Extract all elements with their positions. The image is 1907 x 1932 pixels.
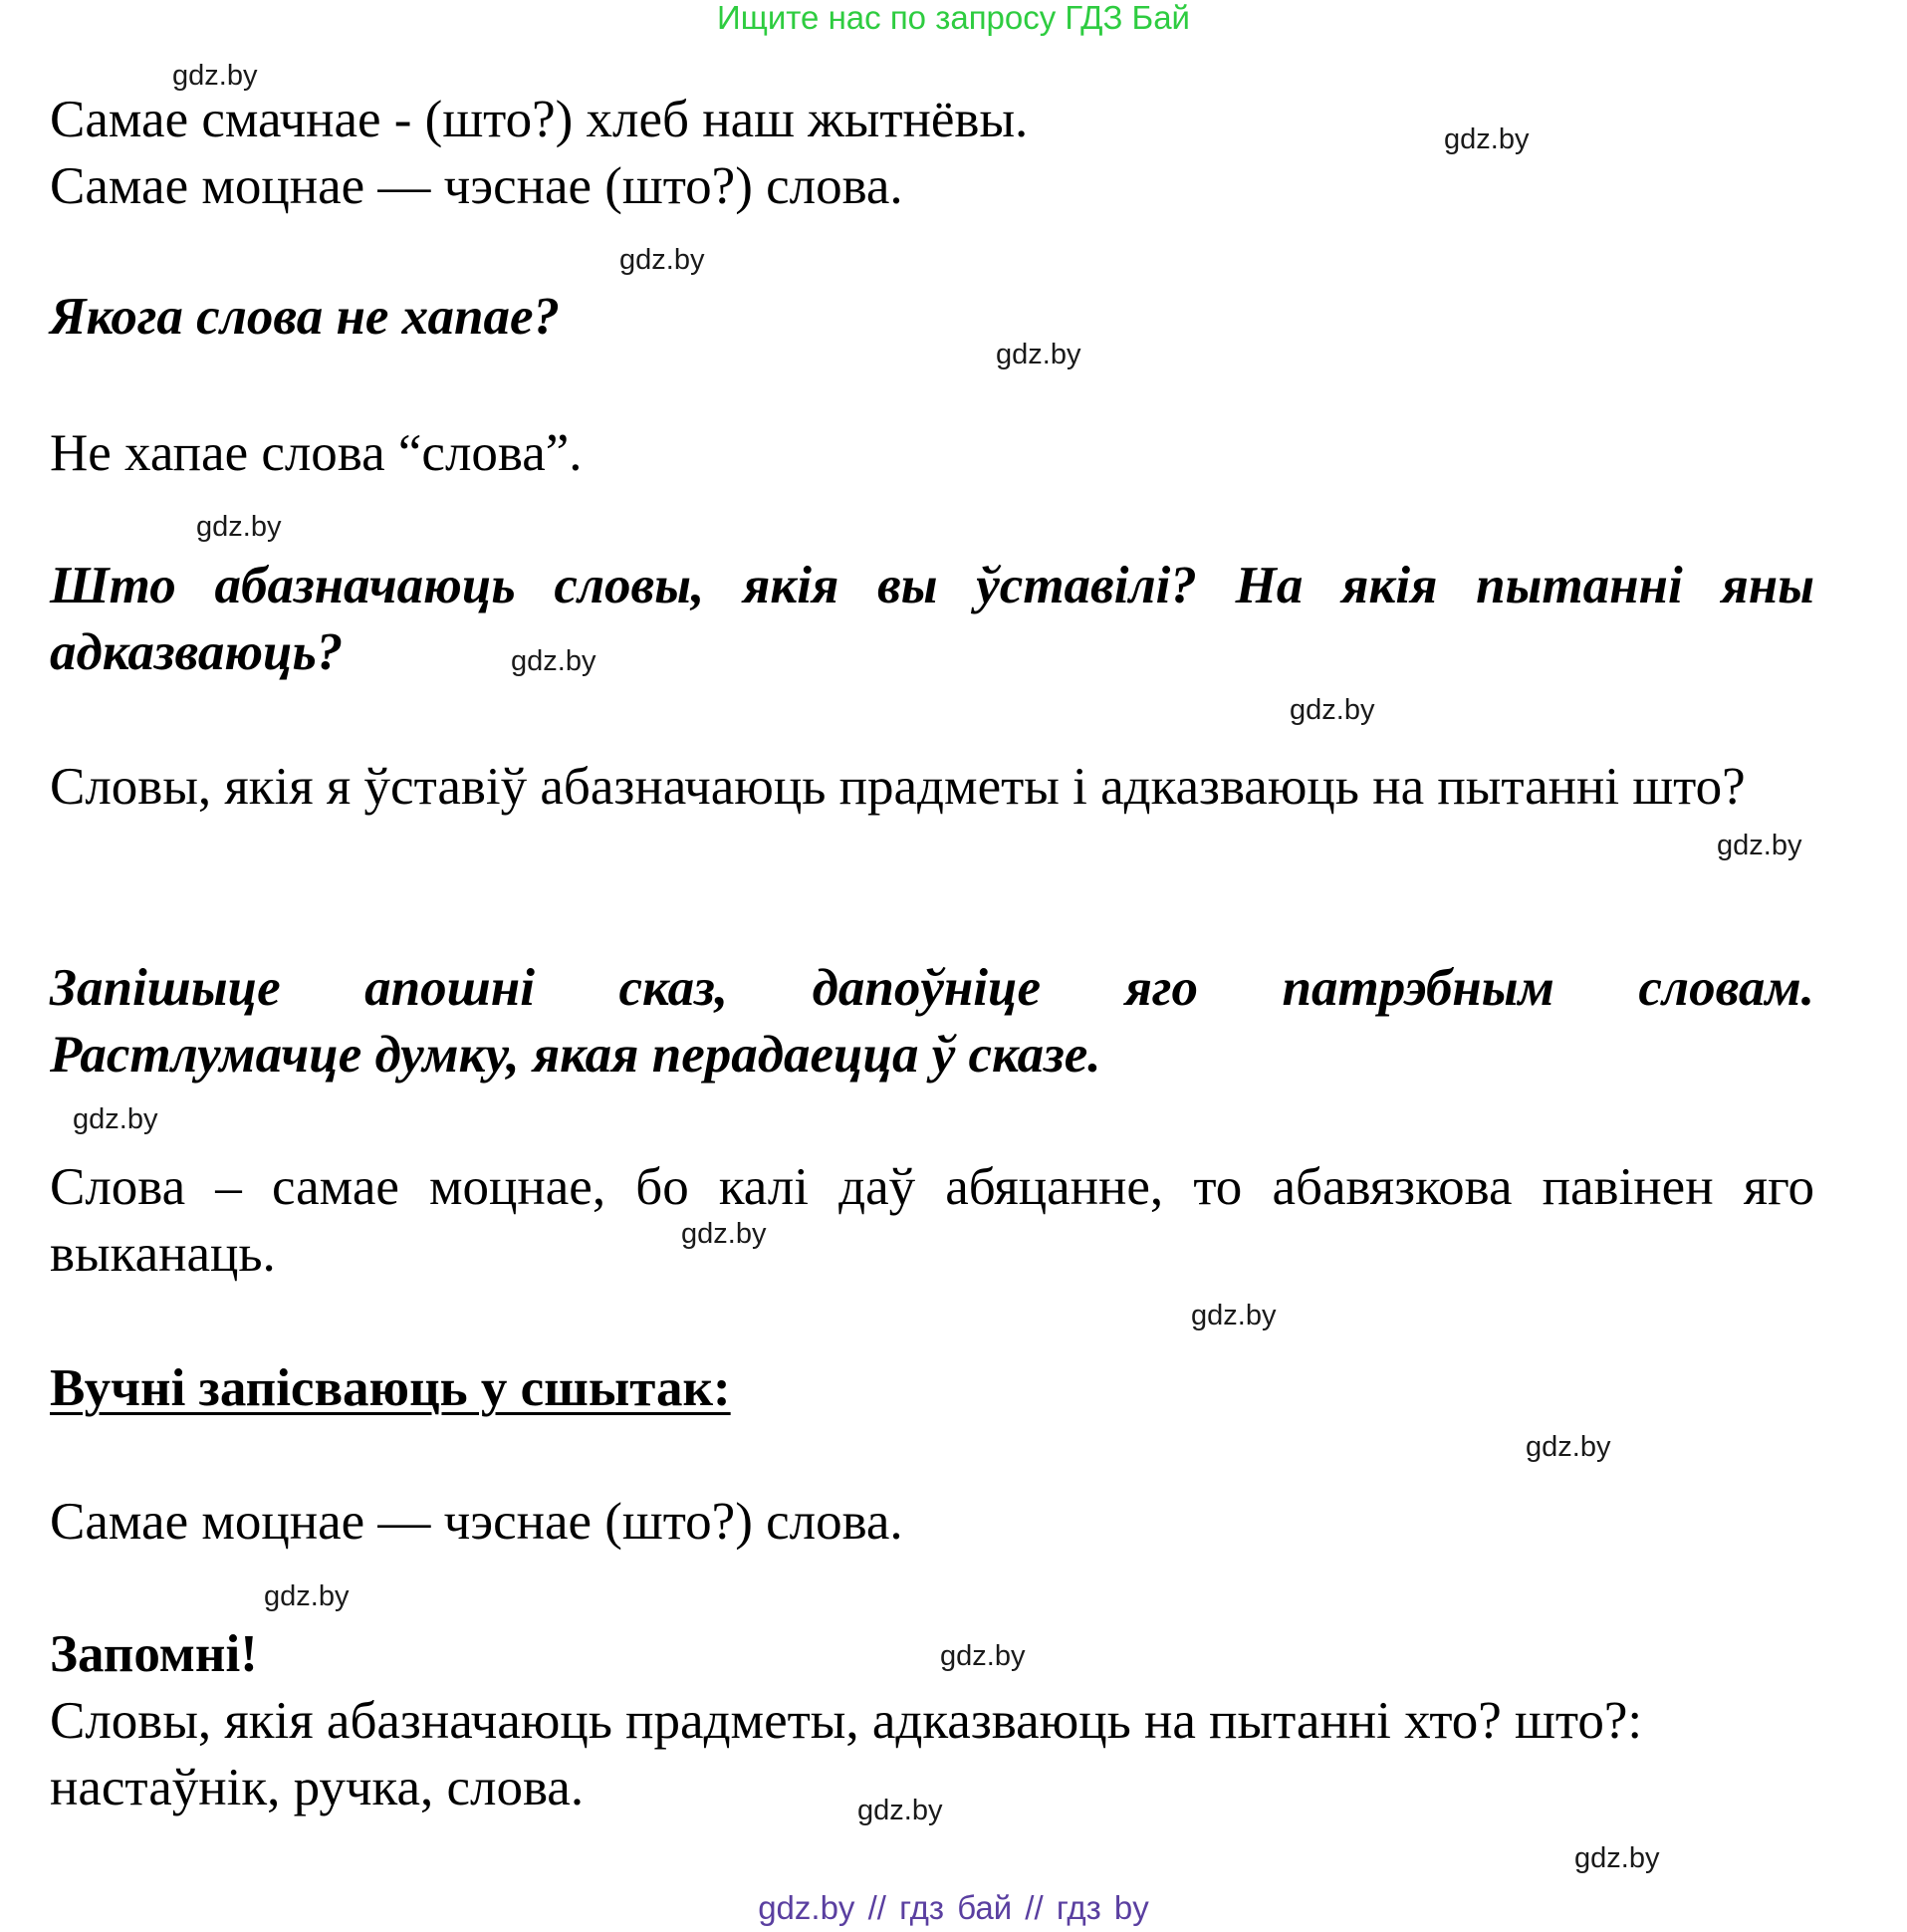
watermark: gdz.by bbox=[172, 60, 258, 92]
answer-2: Словы, якія я ўставіў абазначаюць прадметы і адказваюць на пытанні што? bbox=[50, 758, 1746, 816]
watermark: gdz.by bbox=[857, 1795, 943, 1826]
remember-heading: Запомні! bbox=[50, 1625, 258, 1683]
question-3-line-1: Запішыце апошні сказ, дапоўніце яго патрэбным словам. bbox=[50, 959, 1814, 1017]
watermark: gdz.by bbox=[619, 244, 705, 276]
question-2: Што абазначаюць словы, якія вы ўставілі? На якія пытанні яны адказваюць? bbox=[50, 557, 1814, 681]
watermark: gdz.by bbox=[196, 511, 282, 543]
watermark: gdz.by bbox=[73, 1103, 158, 1135]
top-banner: Ищите нас по запросу ГДЗ Бай bbox=[717, 0, 1190, 36]
footer-links: gdz.by // гдз бай // гдз by bbox=[758, 1889, 1149, 1926]
answer-1: Не хапае слова “слова”. bbox=[50, 424, 583, 482]
watermark: gdz.by bbox=[1574, 1842, 1660, 1874]
watermark: gdz.by bbox=[996, 339, 1081, 370]
watermark: gdz.by bbox=[1717, 830, 1802, 861]
question-1: Якога слова не хапае? bbox=[50, 288, 560, 346]
answer-3: Слова – самае моцнае, бо калі даў абяцанне, то абавязкова павінен яго выканаць. bbox=[50, 1158, 1814, 1283]
watermark: gdz.by bbox=[1191, 1300, 1277, 1331]
notebook-line: Самае моцнае — чэснае (што?) слова. bbox=[50, 1493, 903, 1551]
remember-text: Словы, якія абазначаюць прадметы, адказваюць на пытанні хто? што?: настаўнік, ручка, слова. bbox=[50, 1692, 1643, 1816]
watermark: gdz.by bbox=[940, 1640, 1026, 1672]
watermark: gdz.by bbox=[1526, 1431, 1611, 1463]
watermark: gdz.by bbox=[511, 645, 596, 677]
question-3-line-2: Растлумачце думку, якая перадаецца ў сказе. bbox=[50, 1026, 1101, 1084]
intro-line-1: Самае смачнае - (што?) хлеб наш жытнёвы. bbox=[50, 91, 1029, 148]
watermark: gdz.by bbox=[264, 1580, 350, 1612]
section-heading: Вучні запісваюць у сшытак: bbox=[50, 1359, 731, 1417]
watermark: gdz.by bbox=[1444, 123, 1530, 155]
watermark: gdz.by bbox=[681, 1218, 767, 1250]
intro-line-2: Самае моцнае — чэснае (што?) слова. bbox=[50, 157, 903, 215]
watermark: gdz.by bbox=[1290, 694, 1375, 726]
